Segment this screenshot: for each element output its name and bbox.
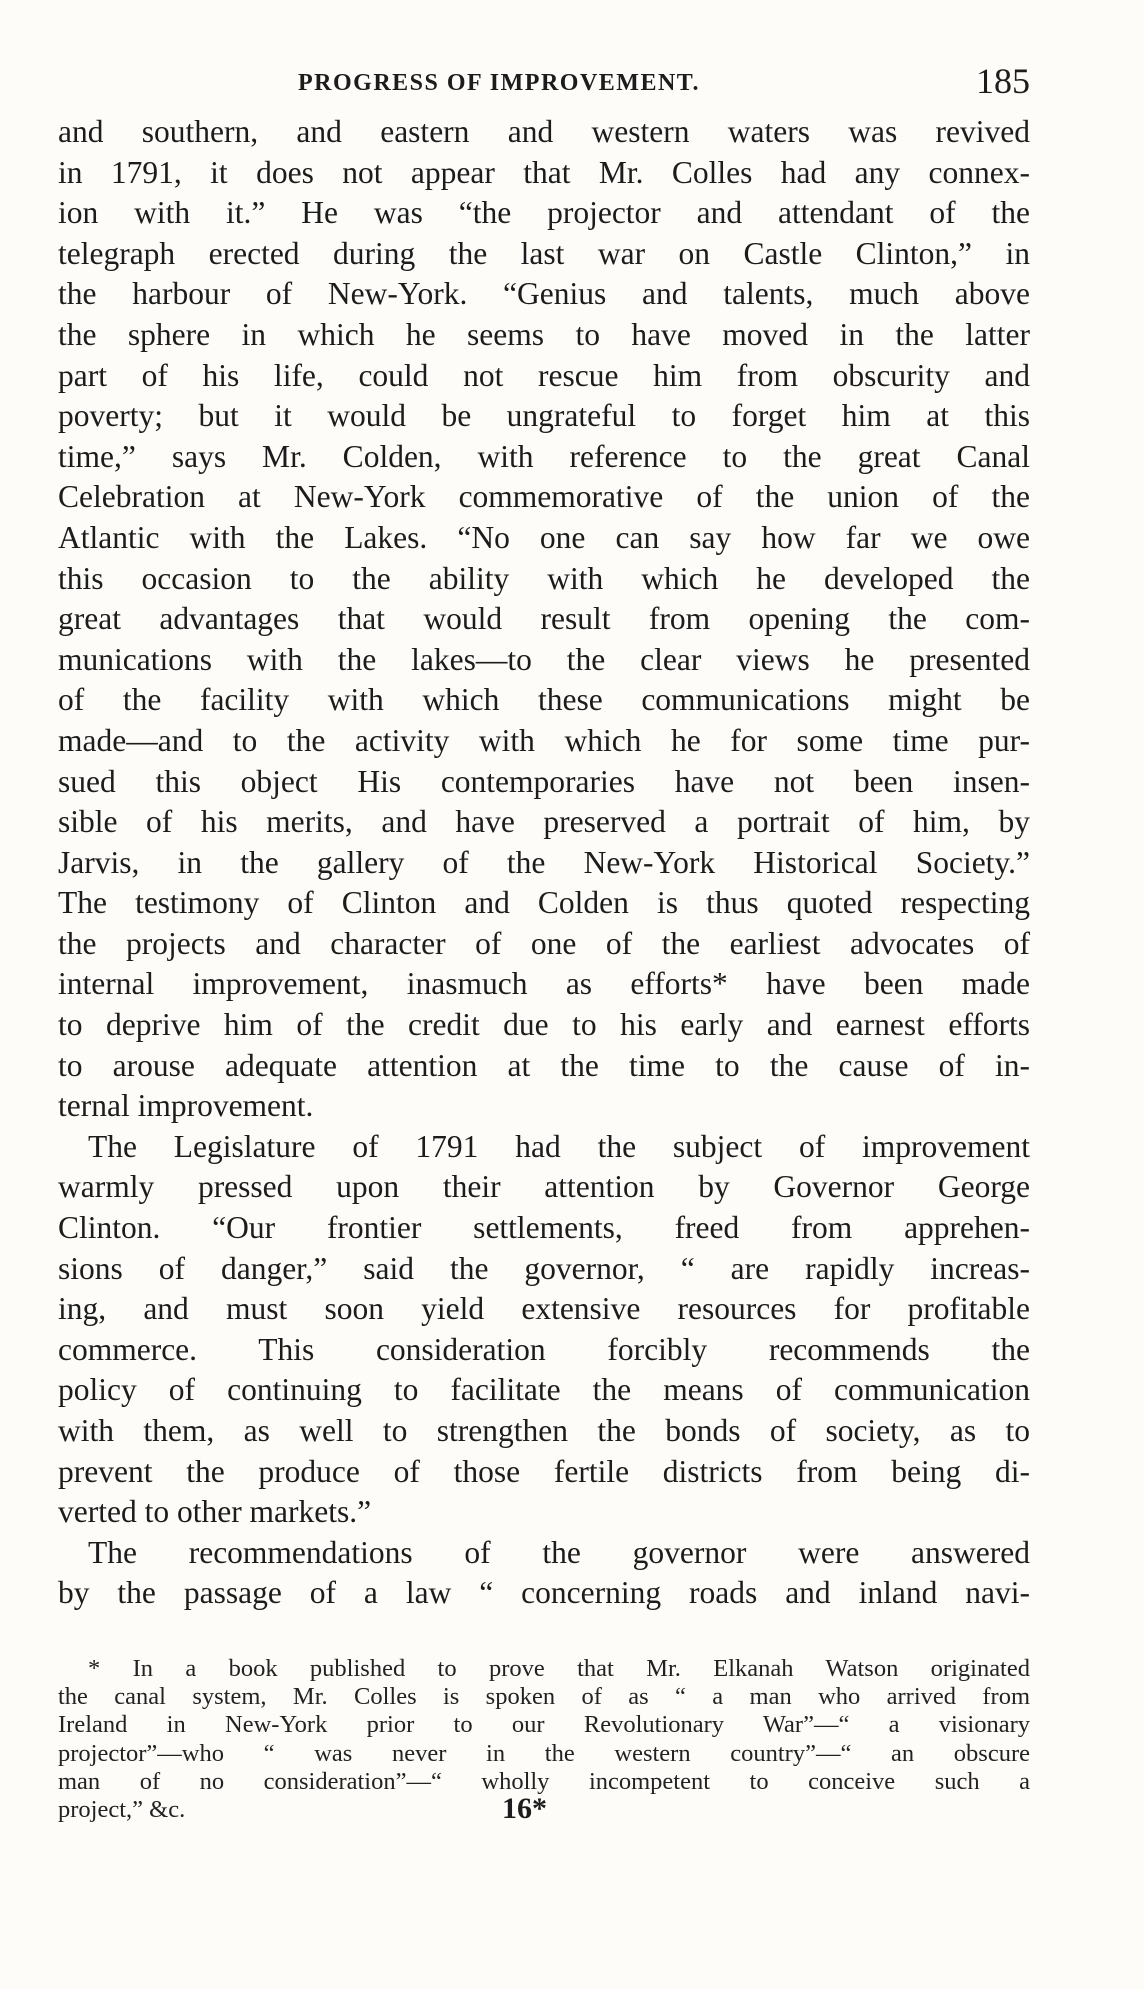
text-line: sued this object His contemporaries have not been insen- [58,763,1030,799]
text-line: with them, as well to strengthen the bonds of society, as to [58,1413,1030,1448]
text-line: the projects and character of one of the earliest advocates of [58,925,1030,961]
text-line: commerce. This consideration forcibly recommends the [58,1331,1030,1367]
text-line: great advantages that would result from opening the com- [58,601,1030,637]
text-line: Atlantic with the Lakes. “No one can say how far we owe [58,519,1030,555]
text-line: Clinton. “Our frontier settlements, freed from apprehen- [58,1210,1030,1246]
text-line: to deprive him of the credit due to his early and earnest efforts [58,1007,1030,1043]
text-line: the harbour of New-York. “Genius and talents, much above [58,276,1030,312]
footnote-line: the canal system, Mr. Colles is spoken of as “ a man who arrived from [58,1683,1030,1711]
text-line: the sphere in which he seems to have moved in the latter [58,316,1030,352]
text-line: ion with it.” He was “the projector and attendant of the [58,195,1030,231]
footnote-line: * In a book published to prove that Mr. Elkanah Watson originated [88,1655,1030,1682]
text-line: munications with the lakes—to the clear views he presented [58,641,1030,677]
text-line: policy of continuing to facilitate the means of communication [58,1372,1030,1408]
footnote-line: project,” &c. [58,1796,186,1824]
paragraph-start-line: The Legislature of 1791 had the subject of improvement [88,1128,1030,1164]
text-line: telegraph erected during the last war on Castle Clinton,” in [58,235,1030,271]
page-header [58,62,1030,112]
text-line: Celebration at New-York commemorative of the union of the [58,479,1030,515]
text-line: prevent the produce of those fertile districts from being di- [58,1453,1030,1489]
text-line: ternal improvement. [58,1088,314,1124]
text-line: by the passage of a law “ concerning roads and inland navi- [58,1575,1030,1611]
text-line: and southern, and eastern and western waters was revived [58,114,1030,149]
text-line: verted to other markets.” [58,1494,372,1530]
text-line: sions of danger,” said the governor, “ are rapidly increas- [58,1250,1030,1286]
text-line: made—and to the activity with which he for some time pur- [58,722,1030,758]
text-line: warmly pressed upon their attention by Governor George [58,1169,1030,1205]
text-line: internal improvement, inasmuch as efforts* have been made [58,966,1030,1002]
text-line: ing, and must soon yield extensive resources for profitable [58,1291,1030,1327]
paragraph-start-line: The recommendations of the governor were answered [88,1534,1030,1570]
text-line: part of his life, could not rescue him from obscurity and [58,357,1030,393]
text-line: The testimony of Clinton and Colden is thus quoted respecting [58,885,1030,921]
text-line: sible of his merits, and have preserved a portrait of him, by [58,804,1030,840]
text-line: of the facility with which these communications might be [58,682,1030,718]
page-number: 185 [976,61,1030,101]
footnote-line: Ireland in New-York prior to our Revolutionary War”—“ a visionary [58,1711,1030,1739]
footnote-line: man of no consideration”—“ wholly incompetent to conceive such a [58,1767,1030,1795]
running-title: PROGRESS OF IMPROVEMENT. [298,70,701,96]
text-line: to arouse adequate attention at the time to the cause of in- [58,1047,1030,1083]
signature-mark: 16* [502,1792,547,1825]
text-line: poverty; but it would be ungrateful to forget him at this [58,398,1030,434]
text-line: in 1791, it does not appear that Mr. Colles had any connex- [58,154,1030,190]
text-line: time,” says Mr. Colden, with reference to the great Canal [58,438,1030,474]
footnote-line: projector”—who “ was never in the western country”—“ an obscure [58,1739,1030,1767]
text-line: Jarvis, in the gallery of the New-York Historical Society.” [58,844,1030,880]
body-text [58,112,1030,1614]
text-line: this occasion to the ability with which he developed the [58,560,1030,596]
